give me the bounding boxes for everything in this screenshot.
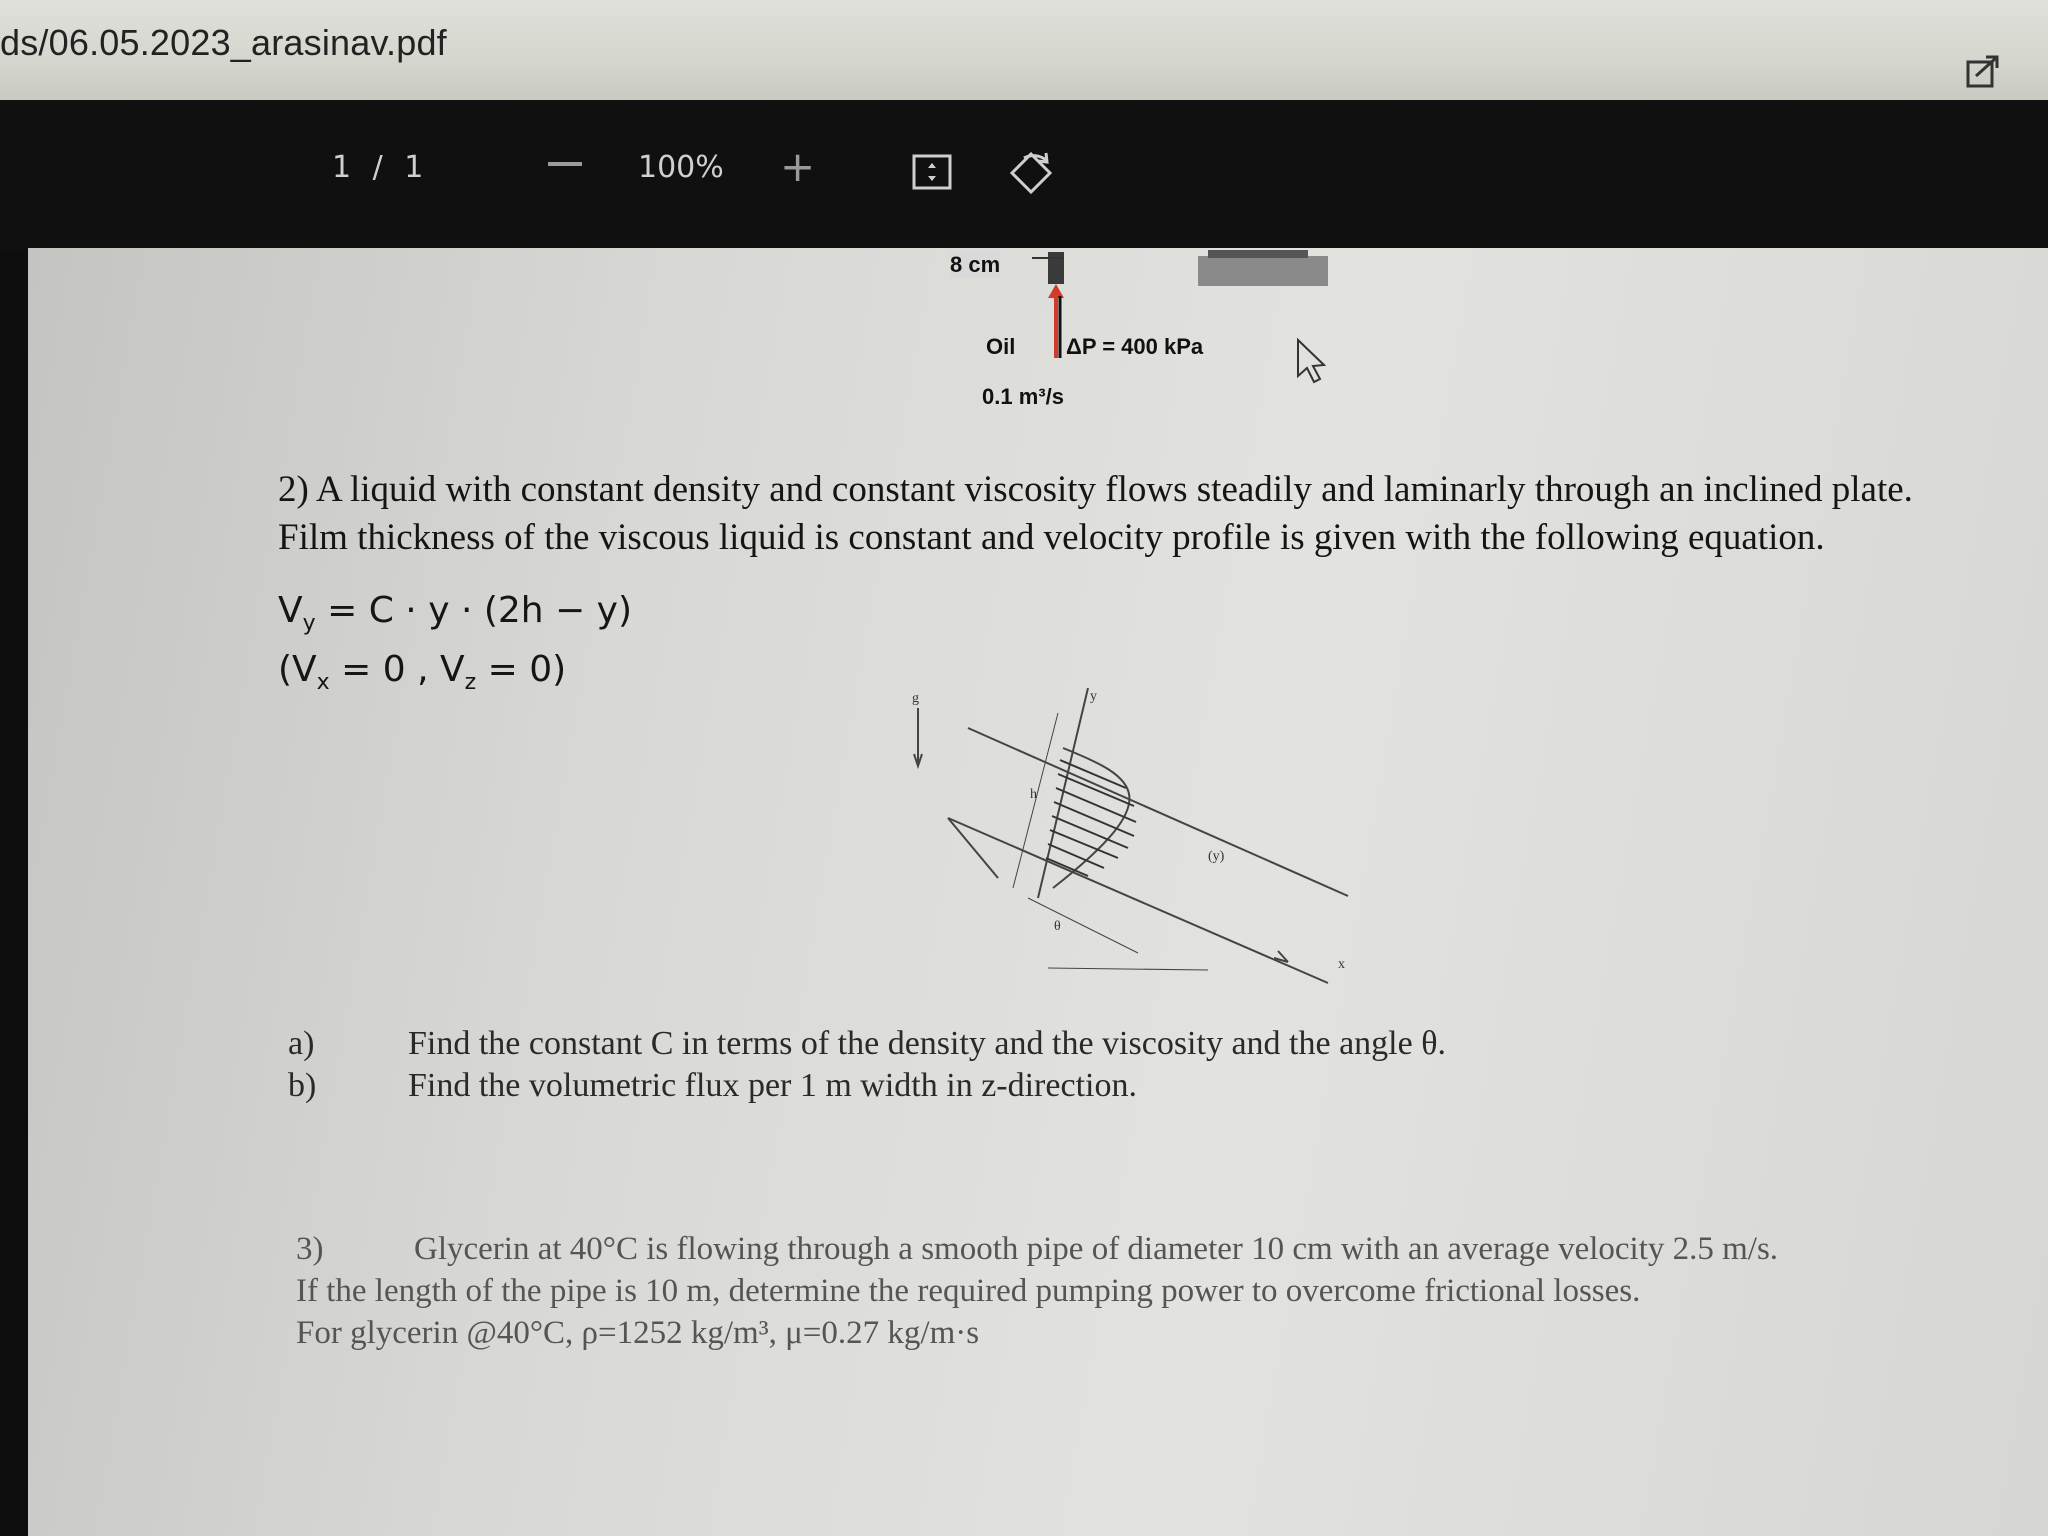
eq2-mid: = 0 , V [329, 649, 465, 691]
velocity-arrow [1046, 858, 1088, 876]
theta-label: θ [1054, 919, 1061, 934]
fit-page-icon[interactable] [912, 154, 952, 190]
velocity-arrow [1050, 830, 1118, 858]
plate-top [1208, 250, 1308, 258]
h-label: h [1030, 787, 1037, 802]
subquestion-b-text: Find the volumetric flux per 1 m width in z-direction. [408, 1067, 1137, 1104]
question-2-line2: Film thickness of the viscous liquid is constant and velocity profile is given with the following equation. [278, 517, 1825, 558]
browser-address-bar [0, 0, 2048, 100]
eq1-main: V [278, 590, 303, 631]
pressure-label: ΔP = 400 kPa [1066, 334, 1204, 359]
plate [1198, 256, 1328, 286]
velocity-arrow [1056, 788, 1136, 822]
free-surface-line [968, 728, 1348, 896]
velocity-arrow [1052, 816, 1128, 848]
zoom-out-icon[interactable] [548, 162, 582, 166]
x-axis-label: x [1338, 957, 1345, 972]
eq1-sub: y [302, 611, 316, 637]
subquestion-b-label: b) [288, 1067, 317, 1104]
question-3-number: 3) [296, 1231, 324, 1267]
question-2-subquestions [288, 1023, 1446, 1107]
g-label: g [912, 691, 919, 706]
pdf-page [28, 248, 2048, 1536]
eq2-sub-z: z [464, 670, 477, 696]
subquestion-a-text: Find the constant C in terms of the density and the viscosity and the angle θ. [408, 1025, 1446, 1062]
page-indicator[interactable]: 1 / 1 [332, 150, 430, 185]
fluid-label: Oil [986, 334, 1016, 359]
subquestion-a-label: a) [288, 1025, 315, 1062]
eq2-sub-x: x [316, 670, 330, 696]
question-3-line3: For glycerin @40°C, ρ=1252 kg/m³, μ=0.27 kg/m·s [296, 1315, 980, 1351]
question-3 [296, 1228, 2046, 1354]
eq1-rest: = C · y · (2h − y) [315, 590, 632, 631]
plate-edge [948, 818, 998, 878]
horizontal-reference [1048, 968, 1208, 970]
question-3-line2: If the length of the pipe is 10 m, determine the required pumping power to overcome frictional losses. [296, 1273, 1641, 1309]
question-2-line1: 2) A liquid with constant density and constant viscosity flows steadily and laminarly through an inclined plate. [278, 469, 1913, 510]
flow-arrow-head [1048, 284, 1064, 298]
plate-surface-line [948, 818, 1328, 983]
mouse-cursor-icon [1298, 340, 1324, 382]
question-2 [278, 466, 2028, 562]
velocity-profile-equation [278, 588, 632, 647]
question-3-line1 [296, 1228, 2046, 1270]
velocity-components-equation [278, 647, 632, 706]
zoom-in-icon[interactable]: + [780, 142, 816, 191]
share-icon[interactable] [1960, 48, 2006, 94]
y-axis-label: y [1090, 689, 1097, 704]
zoom-level[interactable]: 100% [638, 150, 724, 185]
width-label: 8 cm [950, 252, 1001, 277]
velocity-arrow [1058, 774, 1134, 806]
angle-reference-line [1028, 898, 1138, 953]
subquestion-a [288, 1023, 1446, 1065]
pipe-wall [1048, 252, 1064, 284]
subquestion-b [288, 1065, 1446, 1107]
inclined-plate-figure [908, 688, 1368, 998]
eq2-close: = 0) [476, 649, 567, 691]
eq2-open: (V [278, 649, 317, 691]
pdf-toolbar [0, 100, 2048, 250]
file-path[interactable]: ds/06.05.2023_arasinav.pdf [0, 22, 447, 63]
question-3-line1-text: Glycerin at 40°C is flowing through a smooth pipe of diameter 10 cm with an average velocity 2.5 m/s. [414, 1231, 1779, 1267]
velocity-equations [278, 588, 632, 706]
flow-rate-label: 0.1 m³/s [982, 384, 1064, 409]
rotate-icon[interactable] [1006, 148, 1056, 198]
velocity-label: (y) [1208, 849, 1225, 864]
